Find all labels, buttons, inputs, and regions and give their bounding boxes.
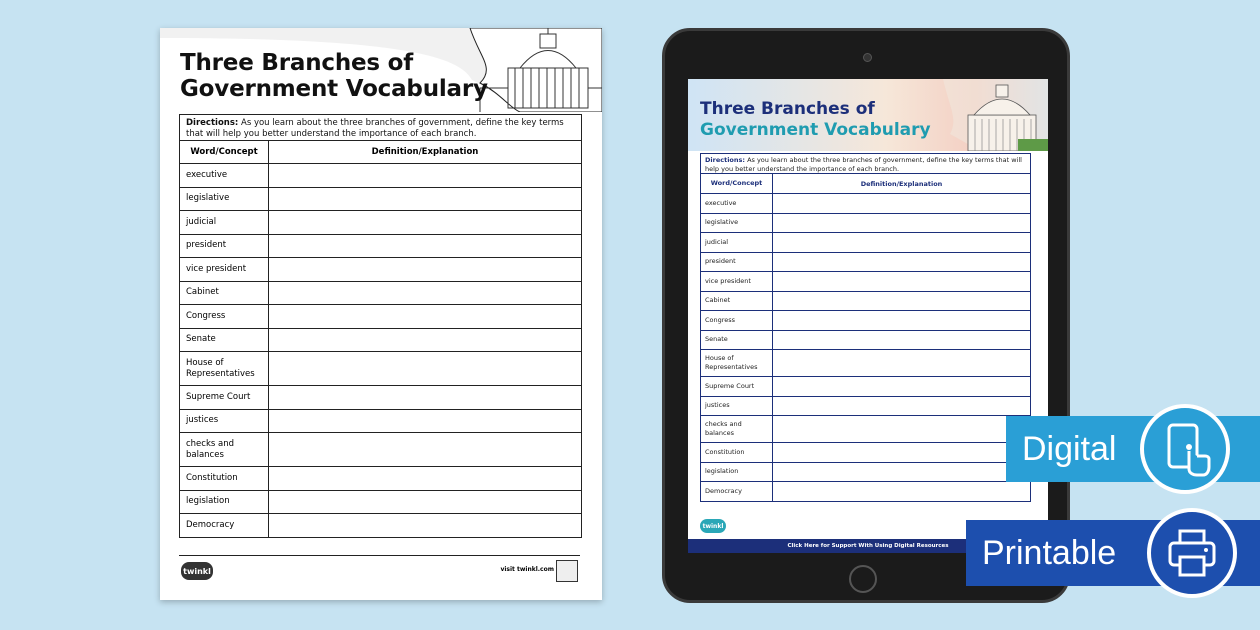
definition-cell[interactable] [269, 235, 581, 258]
table-row [701, 482, 1030, 501]
term-cell: Constitution [180, 467, 269, 490]
term-cell: Senate [701, 331, 773, 350]
term-cell: vice president [701, 272, 773, 291]
term-cell: president [701, 253, 773, 272]
printable-label: Printable [982, 533, 1117, 572]
term-cell: Cabinet [180, 282, 269, 305]
term-cell: justices [701, 397, 773, 416]
term-cell: executive [180, 164, 269, 187]
term-cell: Supreme Court [701, 377, 773, 396]
table-header-row [701, 174, 1030, 194]
table-row [701, 311, 1030, 331]
definition-cell[interactable] [269, 433, 581, 466]
term-cell: House of Representatives [180, 352, 269, 385]
table-row [180, 282, 581, 306]
term-cell: vice president [180, 258, 269, 281]
column-header-definition: Definition/Explanation [860, 179, 943, 188]
table-row [180, 188, 581, 212]
tablet-touch-icon [1140, 404, 1230, 494]
term-cell: Cabinet [701, 292, 773, 311]
term-cell: judicial [701, 233, 773, 252]
printer-icon-graphic [1164, 525, 1220, 581]
term-cell: Supreme Court [180, 386, 269, 409]
digital-label: Digital [1022, 429, 1117, 468]
column-header-word: Word/Concept [701, 174, 773, 193]
term-cell: legislative [180, 188, 269, 211]
term-cell: Democracy [180, 514, 269, 537]
term-cell: Democracy [701, 482, 773, 501]
camera-icon [863, 53, 872, 62]
term-cell: legislation [701, 463, 773, 482]
definition-cell[interactable] [269, 258, 581, 281]
definition-cell[interactable] [773, 331, 1030, 350]
definition-cell[interactable] [269, 410, 581, 433]
table-row [180, 164, 581, 188]
worksheet-title [180, 50, 488, 102]
title-line-1: Three Branches of [180, 50, 414, 76]
footer-url: visit twinkl.com [500, 566, 554, 573]
definition-cell[interactable] [269, 514, 581, 537]
tablet-device [662, 28, 1070, 603]
table-row [180, 386, 581, 410]
table-row [701, 463, 1030, 483]
definition-cell[interactable] [773, 443, 1030, 462]
term-cell: House of Representatives [701, 350, 773, 376]
home-button[interactable] [849, 565, 877, 593]
seal-icon [556, 560, 578, 582]
table-row [180, 352, 581, 386]
table-row [180, 514, 581, 537]
table-row [180, 329, 581, 353]
definition-cell[interactable] [773, 350, 1030, 376]
table-row [701, 214, 1030, 234]
digital-header [688, 79, 1048, 151]
title-line-1: Three Branches of [700, 99, 875, 119]
definition-cell[interactable] [773, 292, 1030, 311]
table-row [180, 258, 581, 282]
directions: Directions: As you learn about the three branches of government, define the key terms that will help you better understand the importance of each branch. [180, 115, 581, 141]
term-cell: justices [180, 410, 269, 433]
table-header-row [180, 141, 581, 164]
worksheet-footer [179, 555, 580, 586]
table-row [701, 443, 1030, 463]
table-row [180, 305, 581, 329]
digital-title [700, 99, 931, 141]
definition-cell[interactable] [269, 211, 581, 234]
definition-cell[interactable] [773, 214, 1030, 233]
support-link[interactable]: Click Here for Support With Using Digital Resources [688, 539, 1048, 553]
printable-worksheet [160, 28, 602, 600]
title-line-2: Government Vocabulary [700, 120, 931, 140]
definition-cell[interactable] [269, 305, 581, 328]
definition-cell[interactable] [269, 386, 581, 409]
column-header-word: Word/Concept [180, 141, 269, 163]
definition-cell[interactable] [269, 352, 581, 385]
term-cell: Congress [180, 305, 269, 328]
table-row [701, 253, 1030, 273]
printer-icon [1147, 508, 1237, 598]
term-cell: checks and balances [180, 433, 269, 466]
table-row [701, 397, 1030, 417]
term-cell: Senate [180, 329, 269, 352]
definition-cell[interactable] [269, 164, 581, 187]
definition-cell[interactable] [773, 482, 1030, 501]
table-row [180, 211, 581, 235]
title-line-2: Government Vocabulary [180, 76, 488, 102]
definition-cell[interactable] [773, 233, 1030, 252]
table-row [701, 292, 1030, 312]
column-header-definition: Definition/Explanation [371, 147, 479, 157]
term-cell: executive [701, 194, 773, 213]
twinkl-logo: twinkl [700, 519, 726, 533]
term-cell: legislation [180, 491, 269, 514]
vocabulary-table [179, 114, 582, 538]
table-row [701, 377, 1030, 397]
definition-cell[interactable] [773, 253, 1030, 272]
table-row [180, 467, 581, 491]
table-row [180, 410, 581, 434]
definition-cell[interactable] [269, 282, 581, 305]
definition-cell[interactable] [773, 416, 1030, 442]
term-cell: Congress [701, 311, 773, 330]
tablet-screen [688, 79, 1048, 553]
table-row [701, 416, 1030, 443]
term-cell: Constitution [701, 443, 773, 462]
term-cell: legislative [701, 214, 773, 233]
twinkl-logo: twinkl [181, 562, 213, 580]
term-cell: checks and balances [701, 416, 773, 442]
definition-cell[interactable] [773, 377, 1030, 396]
digital-vocabulary-table [700, 153, 1031, 502]
definition-cell[interactable] [773, 397, 1030, 416]
definition-cell[interactable] [269, 467, 581, 490]
table-row [701, 194, 1030, 214]
table-row [701, 331, 1030, 351]
table-row [701, 272, 1030, 292]
definition-cell[interactable] [269, 491, 581, 514]
definition-cell[interactable] [773, 311, 1030, 330]
worksheet-header [160, 28, 602, 112]
definition-cell[interactable] [269, 188, 581, 211]
table-row [180, 491, 581, 515]
term-cell: president [180, 235, 269, 258]
table-row [701, 233, 1030, 253]
tablet-touch-icon-graphic [1157, 421, 1213, 477]
definition-cell[interactable] [773, 194, 1030, 213]
definition-cell[interactable] [773, 272, 1030, 291]
table-row [180, 433, 581, 467]
table-row [701, 350, 1030, 377]
directions: Directions: As you learn about the three branches of government, define the key terms that will help you better understand the importance of each branch. [701, 154, 1030, 174]
term-cell: judicial [180, 211, 269, 234]
definition-cell[interactable] [269, 329, 581, 352]
definition-cell[interactable] [773, 463, 1030, 482]
table-row [180, 235, 581, 259]
